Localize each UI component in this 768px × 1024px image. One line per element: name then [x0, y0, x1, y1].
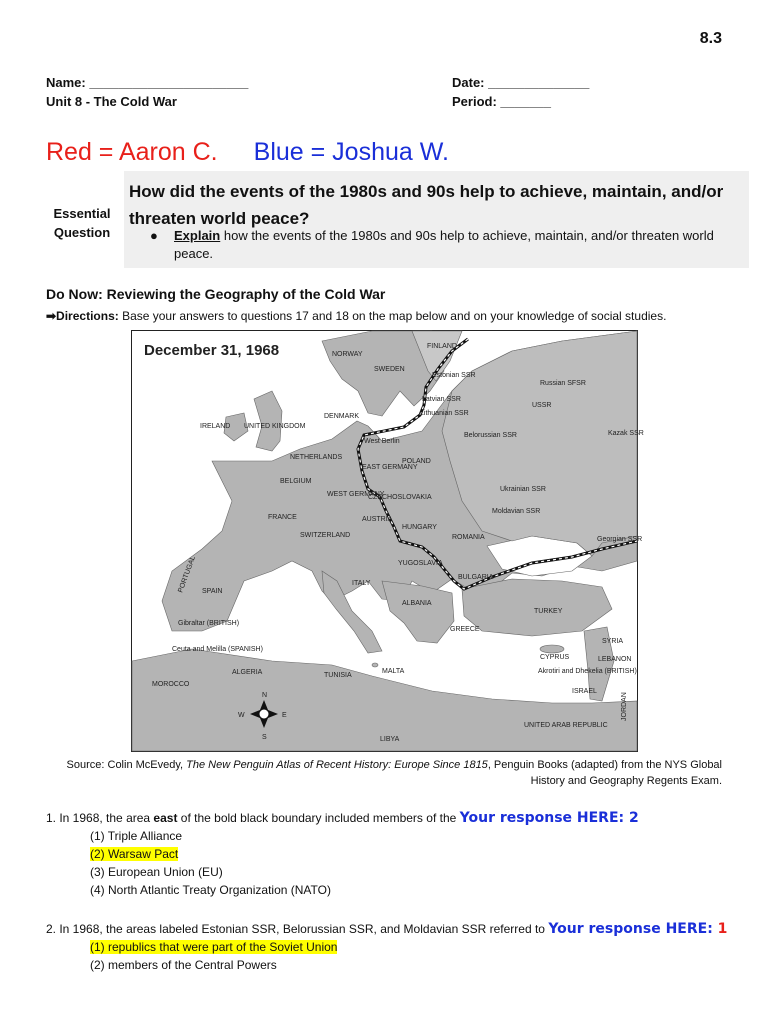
question-1-option: (3) European Union (EU): [90, 865, 223, 879]
map-label: TUNISIA: [324, 672, 352, 679]
map-label: SPAIN: [202, 588, 223, 595]
map-label: BULGARIA: [458, 574, 494, 581]
compass-n: N: [262, 692, 268, 699]
map-label: FRANCE: [268, 514, 297, 521]
question-1-response[interactable]: Your response HERE: 2: [459, 810, 639, 826]
essential-question-bullet: ● Explain how the events of the 1980s and 90s help to achieve, maintain, and/or threaten world peace.: [150, 228, 714, 261]
map-label: USSR: [532, 402, 552, 409]
map-label: Kazak SSR: [608, 430, 644, 437]
map-label: ALBANIA: [402, 600, 432, 607]
map-label: ISRAEL: [572, 688, 597, 695]
map-label: ALGERIA: [232, 669, 263, 676]
map-label: YUGOSLAVIA: [398, 560, 443, 567]
map-label: GREECE: [450, 626, 480, 633]
cold-war-map: [131, 330, 644, 752]
bullet-icon: ●: [150, 228, 158, 243]
map-label: WEST GERMANY: [327, 491, 385, 498]
map-label: DENMARK: [324, 413, 360, 420]
question-1-option-selected: (2) Warsaw Pact: [90, 847, 179, 861]
map-label: SWEDEN: [374, 366, 405, 373]
map-label: EAST GERMANY: [362, 464, 418, 471]
do-now-title: Do Now: Reviewing the Geography of the Cold War: [46, 286, 386, 302]
name-field[interactable]: Name: ______________________: [46, 75, 249, 90]
map-label: Akrotiri and Dhekelia (BRITISH): [538, 668, 637, 675]
essential-question-label: Essential Question: [53, 206, 111, 240]
question-2-stem: 2. In 1968, the areas labeled Estonian SSR, Belorussian SSR, and Moldavian SSR referred to Your response HERE: 1: [46, 921, 728, 937]
map-label: NORWAY: [332, 351, 363, 358]
explain-keyword: Explain: [174, 228, 221, 243]
map-label: MALTA: [382, 668, 405, 675]
compass-w: W: [238, 712, 245, 719]
directions: [46, 309, 666, 323]
map-label: JORDAN: [621, 692, 628, 721]
map-label: AUSTRIA: [362, 516, 393, 523]
directions-text: Base your answers to questions 17 and 18 on the map below and on your knowledge of social studies.: [118, 309, 667, 323]
map-label: IRELAND: [200, 423, 231, 430]
map-label: UNITED KINGDOM: [244, 423, 306, 430]
map-label: Ukrainian SSR: [500, 486, 546, 493]
map-label: BELGIUM: [280, 478, 312, 485]
map-label: SYRIA: [602, 638, 624, 645]
map-label: PORTUGAL: [177, 555, 198, 594]
unit-label: Unit 8 - The Cold War: [46, 94, 177, 109]
map-label: Russian SFSR: [540, 380, 586, 387]
map-label: CZECHOSLOVAKIA: [368, 494, 432, 501]
map-label: HUNGARY: [402, 524, 437, 531]
question-2-response[interactable]: Your response HERE: 1: [548, 921, 728, 937]
map-label: CYPRUS: [540, 654, 570, 661]
map-label: West Berlin: [364, 438, 400, 445]
map-label: Georgian SSR: [597, 536, 643, 543]
compass-e: E: [282, 712, 287, 719]
map-label: Belorussian SSR: [464, 432, 517, 439]
annotator-legend: [46, 138, 449, 167]
map-label: Lithuanian SSR: [420, 410, 469, 417]
date-field[interactable]: Date: ______________: [452, 75, 590, 90]
map-label: TURKEY: [534, 608, 563, 615]
map-label: Latvian SSR: [422, 396, 461, 403]
map-label: SWITZERLAND: [300, 532, 351, 539]
red-annotator: Red = Aaron C.: [46, 138, 218, 166]
question-1-option: (4) North Atlantic Treaty Organization (NATO): [90, 883, 331, 897]
map-label: Ceuta and Melilla (SPANISH): [172, 646, 263, 653]
map-label: Gibraltar (BRITISH): [178, 620, 240, 627]
page-number: 8.3: [699, 30, 722, 47]
question-2-option-selected: (1) republics that were part of the Soviet Union: [90, 940, 338, 954]
map-label: LIBYA: [380, 736, 400, 743]
map-label: MOROCCO: [152, 681, 190, 688]
question-1-stem: 1. In 1968, the area east of the bold black boundary included members of the Your response HERE: 2: [46, 810, 639, 826]
map-label: ITALY: [352, 580, 371, 587]
map-label: POLAND: [402, 458, 431, 465]
map-label: ROMANIA: [452, 534, 485, 541]
map-label: FINLAND: [427, 343, 457, 350]
map-source: Source: Colin McEvedy, The New Penguin Atlas of Recent History: Europe Since 1815, Penguin Books (adapted) from the NYS Global History and Geography Regents Exam.: [66, 759, 722, 787]
map-title: December 31, 1968: [144, 342, 280, 359]
map-label: NETHERLANDS: [290, 454, 343, 461]
directions-label: ➡Directions:: [46, 309, 119, 323]
map-label: LEBANON: [598, 656, 632, 663]
period-field[interactable]: Period: _______: [452, 94, 552, 109]
question-1-option: (1) Triple Alliance: [90, 829, 183, 843]
map-svg: [132, 331, 644, 751]
compass-s: S: [262, 734, 267, 741]
map-label: UNITED ARAB REPUBLIC: [524, 722, 608, 729]
map-label: Moldavian SSR: [492, 508, 541, 515]
blue-annotator: Blue = Joshua W.: [253, 138, 449, 166]
question-2-option: (2) members of the Central Powers: [90, 958, 277, 972]
map-label: Estonian SSR: [432, 372, 476, 379]
essential-question-title: How did the events of the 1980s and 90s help to achieve, maintain, and/or threaten world peace?: [129, 182, 724, 228]
